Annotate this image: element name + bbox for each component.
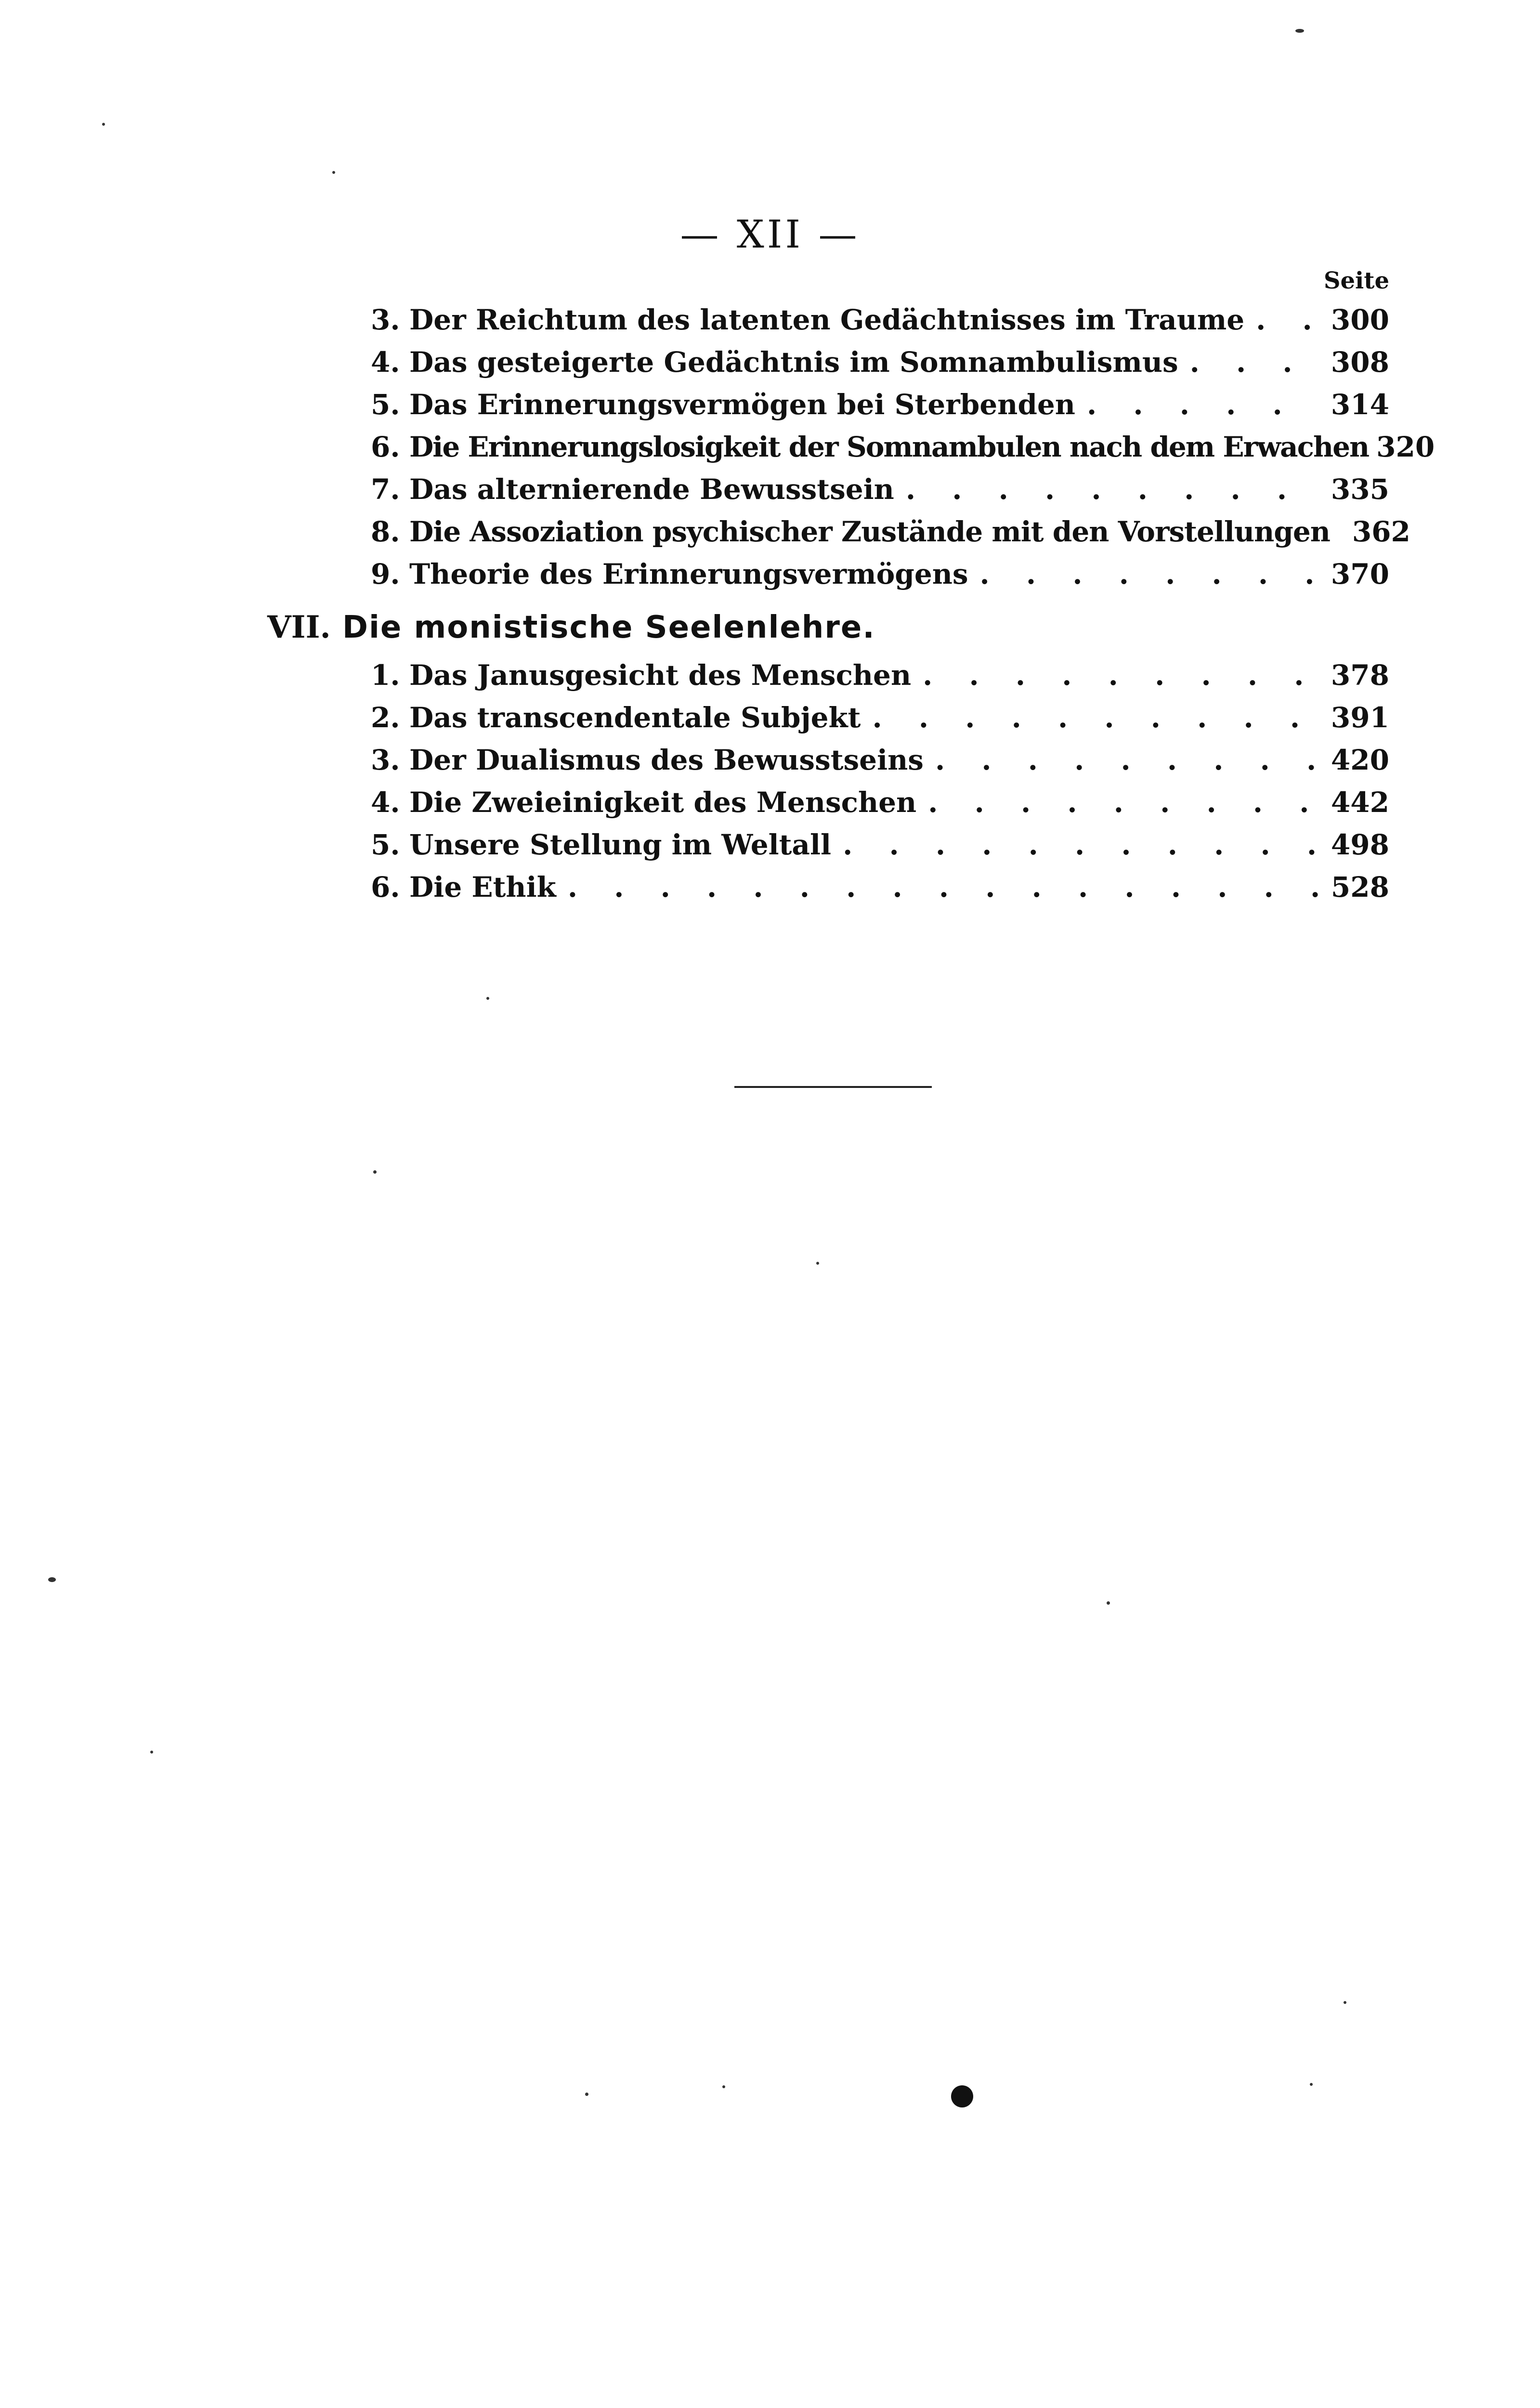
section-number: VII. — [267, 609, 331, 645]
toc-entry-number: 7. — [371, 473, 400, 506]
scan-speck — [1344, 2001, 1346, 2004]
end-rule — [734, 1086, 932, 1088]
toc-entry — [371, 871, 1389, 914]
seite-column-label: Seite — [1323, 267, 1389, 294]
toc-entry-title: Das Janusgesicht des Menschen — [409, 659, 912, 692]
page-header: — XII — — [680, 212, 860, 257]
scan-speck — [150, 1751, 153, 1754]
scan-speck — [722, 2085, 725, 2088]
toc-entry-number: 5. — [371, 828, 400, 861]
toc-entry-title: Das transcendentale Subjekt — [409, 701, 861, 734]
toc-entry-page: 370 — [1331, 558, 1389, 590]
scan-speck — [486, 997, 489, 1000]
toc-entry — [371, 303, 1389, 347]
scan-speck — [48, 1577, 56, 1582]
toc-entry-page: 498 — [1331, 828, 1389, 861]
toc-entry-page: 378 — [1331, 659, 1389, 692]
toc-entry-page: 320 — [1376, 431, 1435, 463]
toc-dot-leader — [568, 871, 1320, 903]
toc-entry — [371, 701, 1389, 745]
toc-entry-number: 4. — [371, 786, 400, 819]
toc-dot-leader — [1190, 346, 1320, 379]
scan-speck — [1310, 2083, 1313, 2086]
toc-entry-number: 4. — [371, 346, 400, 379]
toc-entry — [371, 473, 1389, 516]
scan-speck — [585, 2093, 588, 2096]
toc-entry-page: 420 — [1331, 744, 1389, 776]
toc-dot-leader — [1256, 303, 1320, 336]
toc-entry-page: 300 — [1331, 303, 1389, 336]
toc-entry-number: 2. — [371, 701, 400, 734]
scan-speck — [951, 2085, 973, 2107]
toc-entry-page: 442 — [1331, 786, 1389, 819]
toc-entry-page: 335 — [1331, 473, 1389, 506]
toc-entry-title: Die Erinnerungslosigkeit der Somnambulen nach dem Erwachen — [409, 431, 1369, 463]
toc-entry-number: 8. — [371, 515, 400, 548]
toc-entry — [371, 431, 1435, 474]
toc-entry-title: Der Dualismus des Bewusstseins — [409, 744, 924, 776]
toc-entry-number: 1. — [371, 659, 400, 692]
toc-entry — [371, 346, 1389, 389]
toc-entry-title: Theorie des Erinnerungsvermögens — [409, 558, 968, 590]
toc-entry-page: 528 — [1331, 871, 1389, 903]
toc-entry-title: Das alternierende Bewusstsein — [409, 473, 894, 506]
toc-entry-title: Unsere Stellung im Weltall — [409, 828, 832, 861]
toc-entry-title: Die Ethik — [409, 871, 556, 903]
toc-entry-title: Das Erinnerungsvermögen bei Sterbenden — [409, 388, 1075, 421]
scan-speck — [1107, 1601, 1110, 1605]
scan-speck — [1295, 29, 1304, 33]
toc-entry — [371, 828, 1389, 872]
toc-entry-number: 3. — [371, 303, 400, 336]
toc-dot-leader — [906, 473, 1320, 506]
toc-entry-title: Die Zweieinigkeit des Menschen — [409, 786, 917, 819]
toc-entry — [371, 786, 1389, 829]
toc-dot-leader — [980, 558, 1320, 590]
scan-speck — [332, 171, 335, 174]
toc-entry-number: 3. — [371, 744, 400, 776]
section-title: Die monistische Seelenlehre. — [342, 610, 875, 645]
toc-dot-leader — [935, 744, 1320, 776]
toc-entry — [371, 515, 1410, 559]
toc-entry-title: Die Assoziation psychischer Zustände mit den Vorstellungen — [409, 515, 1330, 548]
toc-entry — [371, 659, 1389, 702]
toc-entry-number: 6. — [371, 871, 400, 903]
toc-dot-leader — [843, 828, 1320, 861]
section-heading — [267, 609, 875, 645]
toc-entry-number: 5. — [371, 388, 400, 421]
toc-entry-number: 9. — [371, 558, 400, 590]
scan-speck — [102, 123, 105, 126]
toc-entry-number: 6. — [371, 431, 400, 463]
toc-dot-leader — [928, 786, 1320, 819]
scan-speck — [373, 1170, 377, 1174]
toc-entry-page: 314 — [1331, 388, 1389, 421]
toc-entry — [371, 558, 1389, 601]
toc-entry-page: 391 — [1331, 701, 1389, 734]
toc-entry-title: Das gesteigerte Gedächtnis im Somnambulismus — [409, 346, 1178, 379]
toc-entry-page: 308 — [1331, 346, 1389, 379]
toc-entry-title: Der Reichtum des latenten Gedächtnisses im Traume — [409, 303, 1245, 336]
toc-entry — [371, 744, 1389, 787]
toc-dot-leader — [872, 701, 1320, 734]
toc-dot-leader — [1087, 388, 1320, 421]
scan-speck — [816, 1262, 819, 1265]
toc-entry — [371, 388, 1389, 432]
toc-entry-page: 362 — [1352, 515, 1410, 548]
toc-dot-leader — [923, 659, 1320, 692]
